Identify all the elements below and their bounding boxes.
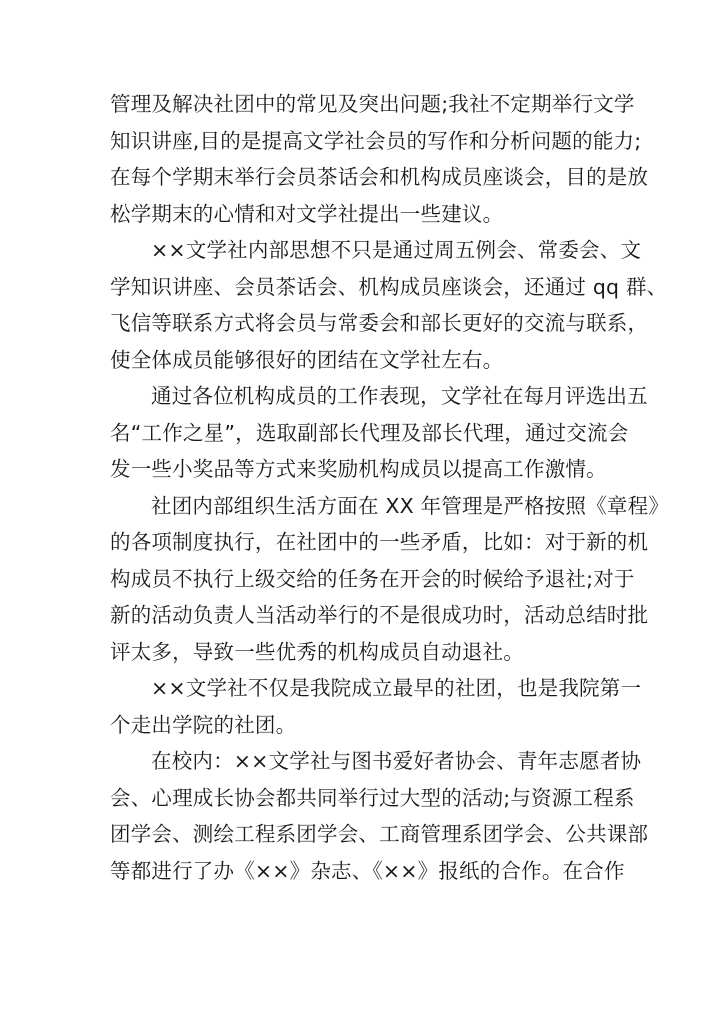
text-line: 使全体成员能够很好的团结在文学社左右。 [110, 347, 504, 372]
text-line: 松学期末的心情和对文学社提出一些建议。 [110, 201, 504, 226]
text-line: 等都进行了办《××》杂志、《××》报纸的合作。在合作 [110, 858, 625, 883]
text-line: 学知识讲座、会员茶话会、机构成员座谈会，还通过 qq 群、 [110, 274, 668, 299]
text-line: 个走出学院的社团。 [110, 712, 297, 737]
text-line: 会、心理成长协会都共同举行过大型的活动;与资源工程系 [110, 785, 635, 810]
text-line: 发一些小奖品等方式来奖励机构成员以提高工作激情。 [110, 457, 607, 481]
paragraph-first-line: 通过各位机构成员的工作表现，文学社在每月评选出五 [151, 384, 648, 408]
paragraph-first-line: ××文学社内部思想不只是通过周五例会、常委会、文 [151, 238, 642, 262]
text-line: 名“工作之星”，选取副部长代理及部长代理，通过交流会 [110, 420, 629, 445]
text-line: 团学会、测绘工程系团学会、工商管理系团学会、公共课部 [110, 822, 649, 846]
text-line: 在每个学期末举行会员茶话会和机构成员座谈会，目的是放 [110, 165, 649, 189]
text-line: 管理及解决社团中的常见及突出问题;我社不定期举行文学 [110, 92, 635, 116]
paragraph-first-line: ××文学社不仅是我院成立最早的社团，也是我院第一 [151, 676, 642, 700]
text-line: 飞信等联系方式将会员与常委会和部长更好的交流与联系， [110, 311, 649, 335]
paragraph-first-line: 在校内：××文学社与图书爱好者协会、青年志愿者协 [151, 749, 642, 773]
body-text [110, 86, 670, 889]
text-line: 的各项制度执行，在社团中的一些矛盾，比如：对于新的机 [110, 530, 649, 554]
paragraph-first-line: 社团内部组织生活方面在 XX 年管理是严格按照《章程》 [151, 493, 670, 518]
text-line: 新的活动负责人当活动举行的不是很成功时，活动总结时批 [110, 603, 649, 627]
text-line: 构成员不执行上级交给的任务在开会的时候给予退社;对于 [110, 566, 635, 591]
text-line: 知识讲座,目的是提高文学社会员的写作和分析问题的能力; [110, 128, 642, 153]
text-line: 评太多，导致一些优秀的机构成员自动退社。 [110, 639, 524, 664]
